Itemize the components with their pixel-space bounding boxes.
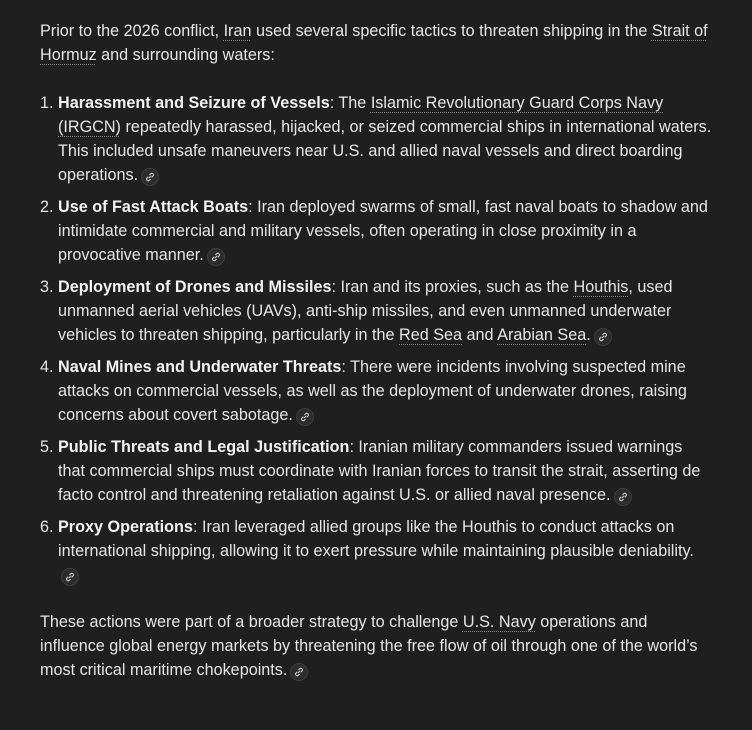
link-icon <box>64 571 76 583</box>
link-strait-of-hormuz[interactable]: Strait of Hormuz <box>40 22 708 64</box>
item-title: Proxy Operations <box>58 518 193 536</box>
citation-button[interactable] <box>61 568 79 586</box>
item-title: Use of Fast Attack Boats <box>58 198 249 216</box>
item-text: . <box>586 326 591 344</box>
item-text: repeatedly harassed, hijacked, or seized commercial ships in international waters. This included unsafe maneuvers near U.S. and allied naval vessels and direct boarding operations. <box>58 118 712 184</box>
list-number: 2. <box>40 198 54 216</box>
intro-text: and surrounding waters: <box>96 46 275 64</box>
item-text: : Iran leveraged allied groups like the Houthis to conduct attacks on international shipping, allowing it to exert pressure while maintaining plausible deniability. <box>58 518 694 560</box>
item-text: : Iran deployed swarms of small, fast naval boats to shadow and intimidate commercial and military vessels, often operating in close proximity in a provocative manner. <box>58 198 708 264</box>
citation-button[interactable] <box>141 168 159 186</box>
link-icon <box>617 491 629 503</box>
closing-text: These actions were part of a broader strategy to challenge <box>40 613 463 631</box>
citation-button[interactable] <box>290 663 308 681</box>
intro-text: used several specific tactics to threaten shipping in the <box>251 22 652 40</box>
item-text: and <box>462 326 498 344</box>
item-text: , used unmanned aerial vehicles (UAVs), anti-ship missiles, and even unmanned underwater vehicles to threaten shipping, particularly in the <box>58 278 673 344</box>
item-text: : Iranian military commanders issued warnings that commercial ships must coordinate with Iranian forces to transit the strait, asserting de facto control and threatening retaliation against U.S. or allied naval presence. <box>58 438 701 504</box>
item-text: : There were incidents involving suspected mine attacks on commercial vessels, as well as the deployment of underwater drones, raising concerns about covert sabotage. <box>58 358 687 424</box>
link-us-navy[interactable]: U.S. Navy <box>462 613 536 631</box>
tactics-list <box>40 91 712 587</box>
list-number: 3. <box>40 278 54 296</box>
item-title: Harassment and Seizure of Vessels <box>58 94 330 112</box>
list-number: 4. <box>40 358 54 376</box>
item-title: Deployment of Drones and Missiles <box>58 278 332 296</box>
link-icon <box>210 251 222 263</box>
link-icon <box>299 411 311 423</box>
link-irgcn[interactable]: Islamic Revolutionary Guard Corps Navy (IRGCN) <box>58 94 664 136</box>
closing-paragraph <box>40 610 712 682</box>
intro-paragraph <box>40 19 712 67</box>
list-number: 1. <box>40 94 54 112</box>
link-iran[interactable]: Iran <box>223 22 252 40</box>
list-item <box>40 91 712 187</box>
link-icon <box>597 331 609 343</box>
item-title: Naval Mines and Underwater Threats <box>58 358 342 376</box>
item-title: Public Threats and Legal Justification <box>58 438 350 456</box>
link-houthis[interactable]: Houthis <box>573 278 629 296</box>
item-text: : Iran and its proxies, such as the <box>331 278 574 296</box>
citation-button[interactable] <box>207 248 225 266</box>
link-icon <box>293 666 305 678</box>
link-red-sea[interactable]: Red Sea <box>399 326 463 344</box>
item-text: : The <box>329 94 371 112</box>
closing-text: operations and influence global energy markets by threatening the free flow of oil through one of the world’s most critical maritime chokepoints. <box>40 613 698 679</box>
list-item <box>40 435 712 507</box>
list-item <box>40 275 712 347</box>
list-item <box>40 515 712 587</box>
list-item <box>40 195 712 267</box>
list-item <box>40 355 712 427</box>
citation-button[interactable] <box>594 328 612 346</box>
link-arabian-sea[interactable]: Arabian Sea <box>497 326 587 344</box>
response-content <box>40 19 712 682</box>
citation-button[interactable] <box>296 408 314 426</box>
intro-text: Prior to the 2026 conflict, <box>40 22 224 40</box>
link-icon <box>144 171 156 183</box>
list-number: 5. <box>40 438 54 456</box>
list-number: 6. <box>40 518 54 536</box>
citation-button[interactable] <box>614 488 632 506</box>
